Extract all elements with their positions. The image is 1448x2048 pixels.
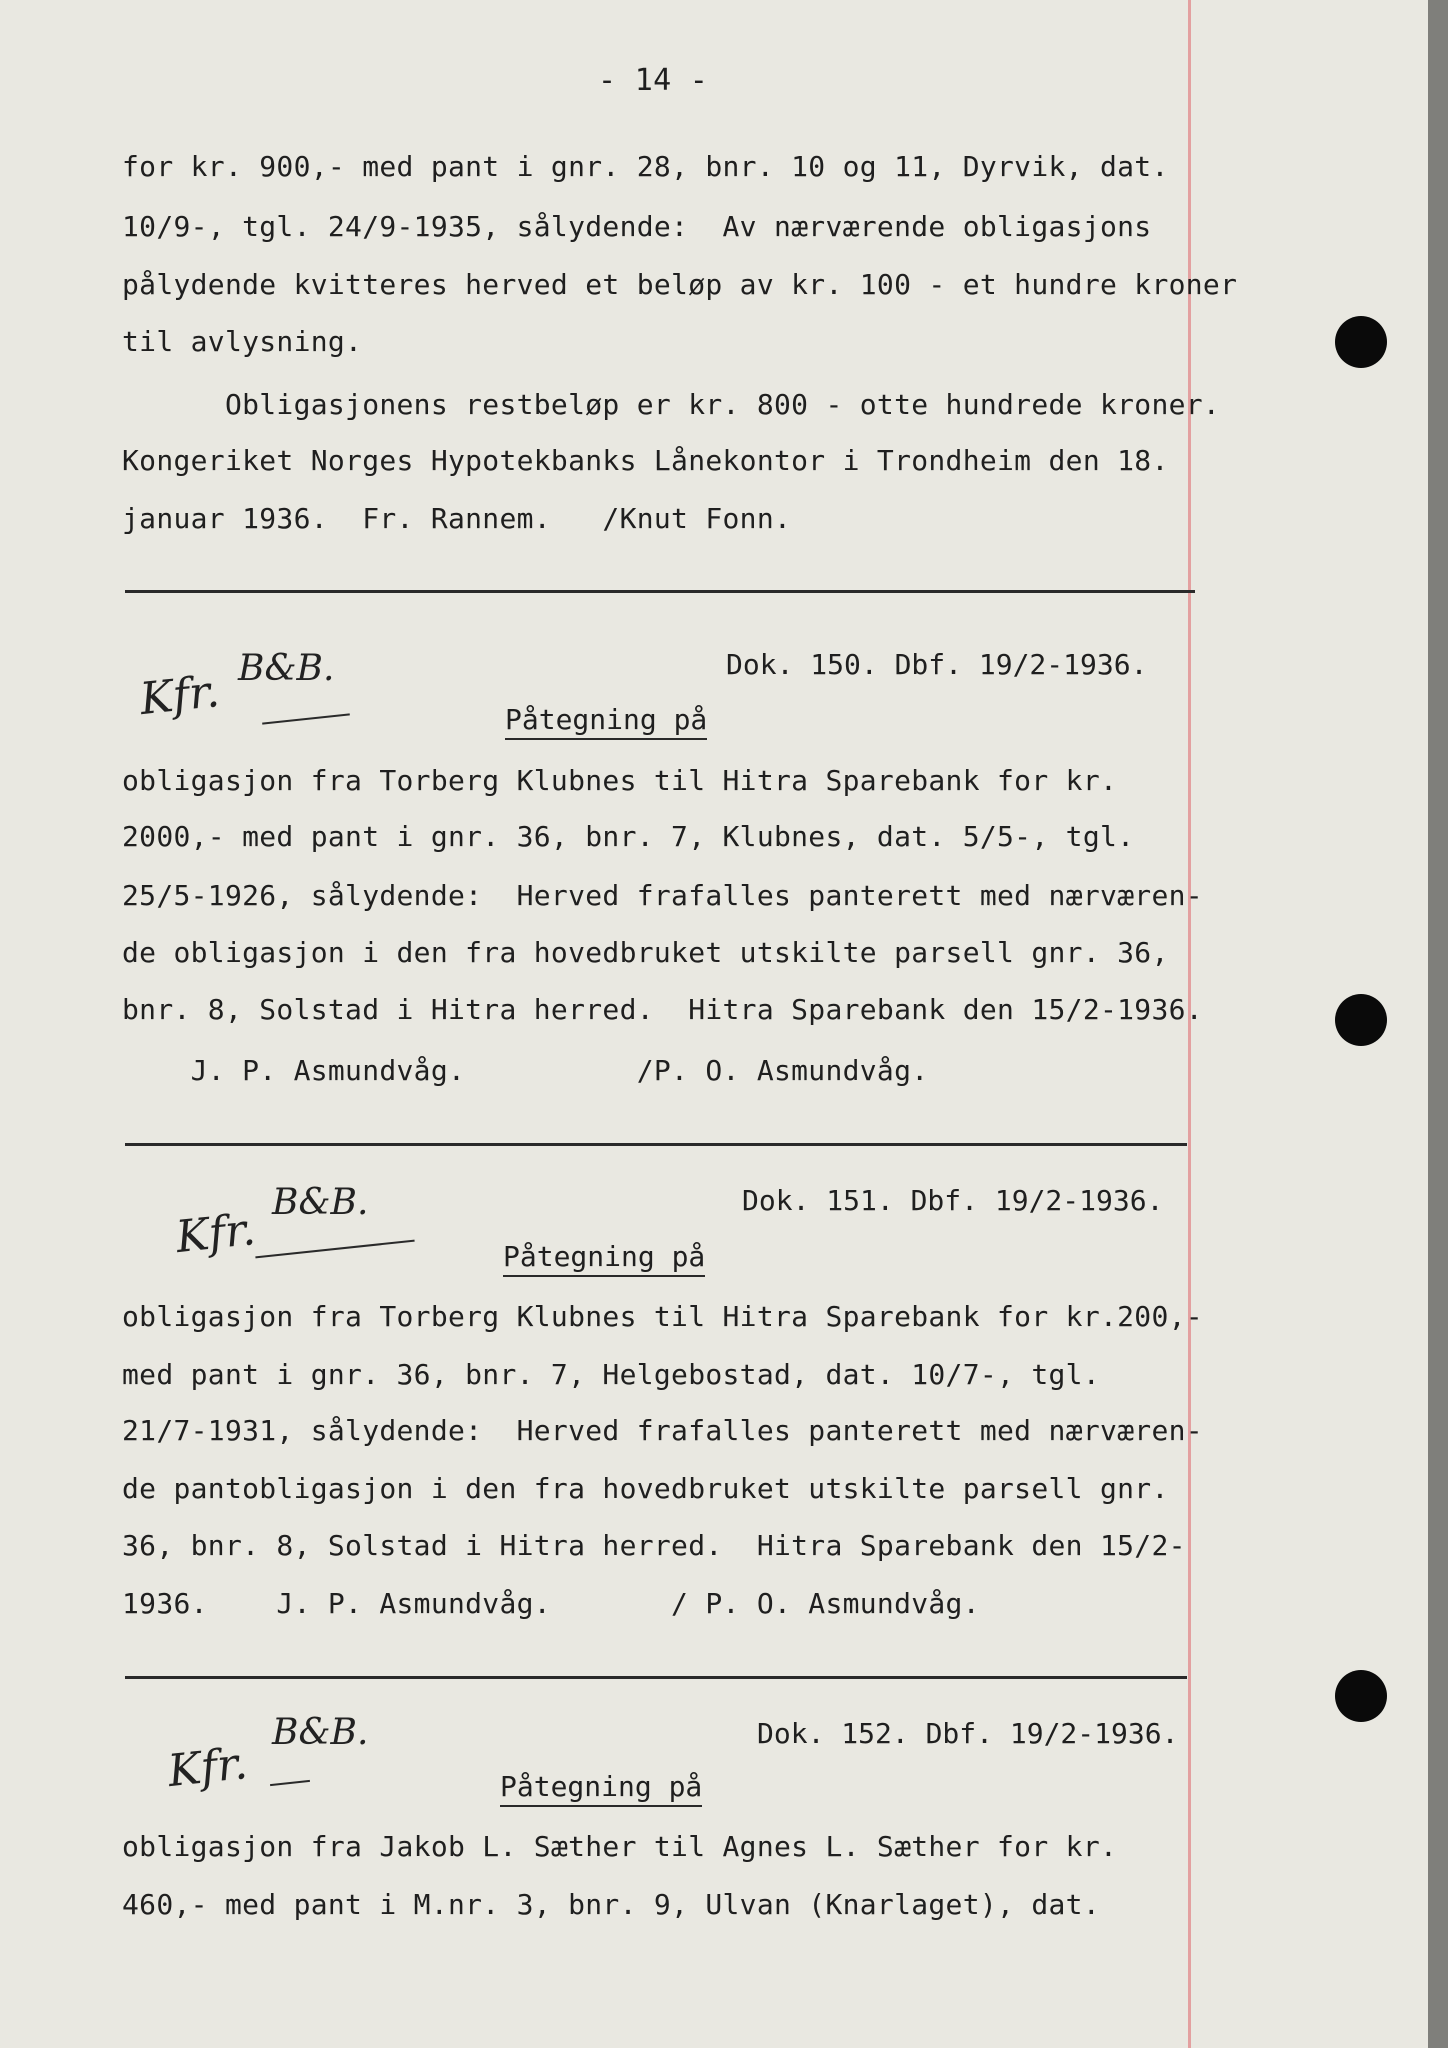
section-divider xyxy=(125,1676,1187,1679)
text-line: obligasjon fra Jakob L. Sæther til Agnes L. Sæther for kr. xyxy=(122,1830,1118,1863)
entry-title-text: Påtegning på xyxy=(503,1240,705,1277)
entry-title xyxy=(505,703,707,737)
text-line: pålydende kvitteres herved et beløp av kr. 100 - et hundre kroner xyxy=(122,268,1238,301)
punch-hole xyxy=(1335,1670,1387,1722)
text-line: Kongeriket Norges Hypotekbanks Lånekontor i Trondheim den 18. xyxy=(122,444,1169,477)
text-line: de obligasjon i den fra hovedbruket utskilte parsell gnr. 36, xyxy=(122,936,1169,969)
entry-header: Dok. 151. Dbf. 19/2-1936. xyxy=(742,1184,1164,1217)
text-line: J. P. Asmundvåg. /P. O. Asmundvåg. xyxy=(122,1054,929,1087)
handwritten-prefix: Kfr. xyxy=(137,665,222,726)
handwritten-mark: B&B. xyxy=(272,1182,369,1223)
entry-header: Dok. 150. Dbf. 19/2-1936. xyxy=(726,648,1148,681)
text-line: de pantobligasjon i den fra hovedbruket utskilte parsell gnr. xyxy=(122,1472,1169,1505)
handwritten-mark: B&B. xyxy=(272,1712,369,1753)
text-line: januar 1936. Fr. Rannem. /Knut Fonn. xyxy=(122,502,792,535)
text-line: 2000,- med pant i gnr. 36, bnr. 7, Klubnes, dat. 5/5-, tgl. xyxy=(122,820,1135,853)
handwritten-prefix: Kfr. xyxy=(165,1737,250,1798)
text-line: 460,- med pant i M.nr. 3, bnr. 9, Ulvan (Knarlaget), dat. xyxy=(122,1888,1100,1921)
handwritten-prefix: Kfr. xyxy=(173,1203,258,1264)
text-line: 25/5-1926, sålydende: Herved frafalles panterett med nærværen- xyxy=(122,879,1203,912)
entry-header: Dok. 152. Dbf. 19/2-1936. xyxy=(757,1717,1179,1750)
text-line: for kr. 900,- med pant i gnr. 28, bnr. 10 og 11, Dyrvik, dat. xyxy=(122,150,1169,183)
text-line: til avlysning. xyxy=(122,325,363,358)
entry-title xyxy=(503,1240,705,1274)
entry-title-text: Påtegning på xyxy=(500,1770,702,1807)
text-line: 10/9-, tgl. 24/9-1935, sålydende: Av nærværende obligasjons xyxy=(122,210,1152,243)
entry-title-text: Påtegning på xyxy=(505,703,707,740)
text-line: 21/7-1931, sålydende: Herved frafalles panterett med nærværen- xyxy=(122,1414,1203,1447)
entry-title xyxy=(500,1770,702,1804)
text-line: bnr. 8, Solstad i Hitra herred. Hitra Sparebank den 15/2-1936. xyxy=(122,993,1203,1026)
page-number: - 14 - xyxy=(598,63,709,98)
section-divider xyxy=(125,590,1195,593)
punch-hole xyxy=(1335,316,1387,368)
handwritten-stroke xyxy=(262,713,350,724)
text-line: obligasjon fra Torberg Klubnes til Hitra Sparebank for kr.200,- xyxy=(122,1300,1203,1333)
handwritten-mark: B&B. xyxy=(238,648,335,689)
text-line: 1936. J. P. Asmundvåg. / P. O. Asmundvåg. xyxy=(122,1587,980,1620)
handwritten-stroke xyxy=(255,1240,414,1259)
text-line: med pant i gnr. 36, bnr. 7, Helgebostad, dat. 10/7-, tgl. xyxy=(122,1358,1100,1391)
text-line: 36, bnr. 8, Solstad i Hitra herred. Hitra Sparebank den 15/2- xyxy=(122,1529,1186,1562)
scan-edge xyxy=(1428,0,1448,2048)
text-line: Obligasjonens restbeløp er kr. 800 - otte hundrede kroner. xyxy=(122,388,1221,421)
text-line: obligasjon fra Torberg Klubnes til Hitra Sparebank for kr. xyxy=(122,764,1118,797)
section-divider xyxy=(125,1143,1187,1146)
punch-hole xyxy=(1335,994,1387,1046)
handwritten-stroke xyxy=(270,1780,310,1786)
